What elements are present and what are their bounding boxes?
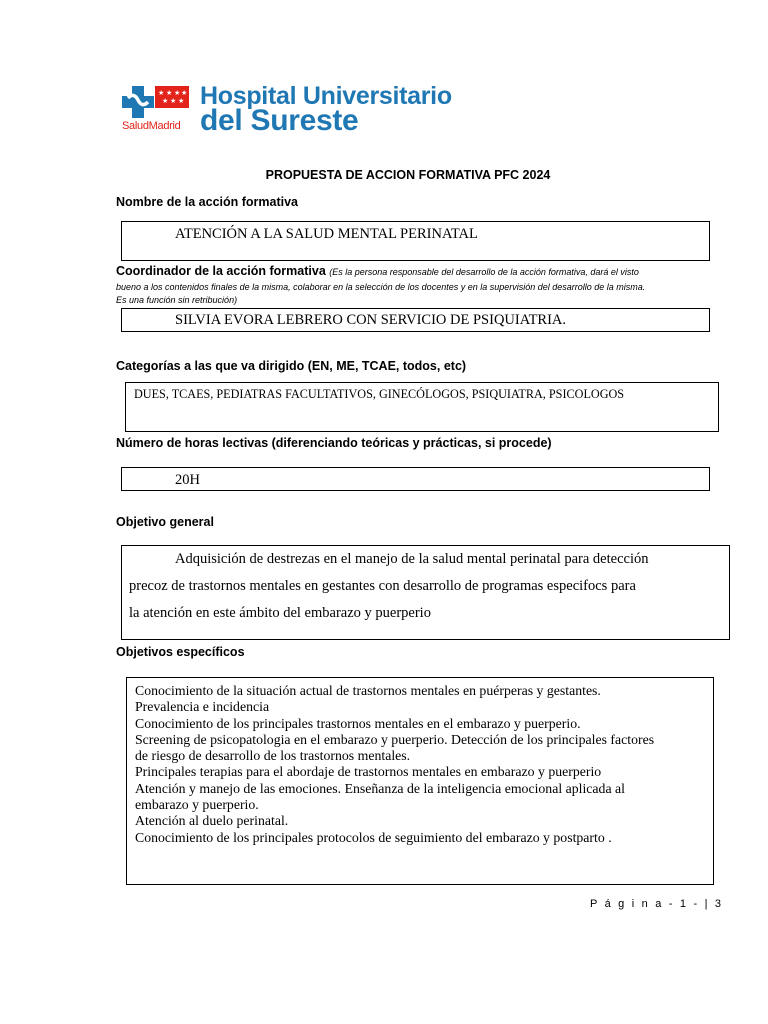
objetivo-general-label: Objetivo general: [116, 515, 214, 529]
hospital-name-line1: Hospital Universitario: [200, 82, 452, 110]
categorias-label: Categorías a las que va dirigido (EN, ME, TCAE, todos, etc): [116, 359, 467, 373]
list-item: Atención y manejo de las emociones. Enseñanza de la inteligencia emocional aplicada al: [135, 780, 625, 796]
list-item: Principales terapias para el abordaje de trastornos mentales en embarazo y puerperio: [135, 764, 602, 780]
coordinador-label: [116, 264, 639, 278]
nombre-box: [121, 221, 710, 261]
salud-madrid-cross-icon: [122, 86, 154, 118]
coordinador-note-line3: Es una función sin retribución): [116, 295, 238, 305]
horas-value: 20H: [175, 472, 200, 488]
nombre-label: Nombre de la acción formativa: [116, 195, 299, 209]
coordinador-note-line1: (Es la persona responsable del desarrollo de la acción formativa, dará el visto: [329, 267, 639, 277]
hospital-logo: [122, 82, 452, 137]
objetivos-especificos-list: [135, 683, 654, 846]
madrid-flag-icon: ★ ★ ★ ★ ★ ★ ★: [155, 86, 189, 108]
categorias-value: DUES, TCAES, PEDIATRAS FACULTATIVOS, GINECÓLOGOS, PSIQUIATRA, PSICOLOGOS: [134, 387, 625, 401]
list-item: Conocimiento de los principales protocolos de seguimiento del embarazo y postparto .: [135, 829, 612, 845]
coordinador-note: [116, 281, 716, 307]
page-number-footer: P á g i n a - 1 - | 3: [590, 898, 724, 910]
horas-box: [121, 467, 710, 491]
categorias-box: [125, 382, 719, 432]
objetivos-especificos-box: [126, 677, 714, 885]
objetivo-general-line2: precoz de trastornos mentales en gestantes con desarrollo de programas especifocs para: [129, 578, 636, 594]
list-item: Conocimiento de la situación actual de trastornos mentales en puérperas y gestantes.: [135, 683, 601, 698]
salud-madrid-wordmark: SaludMadrid: [122, 120, 181, 132]
objetivo-general-line1: Adquisición de destrezas en el manejo de la salud mental perinatal para detección: [175, 551, 649, 567]
list-item: Atención al duelo perinatal.: [135, 813, 289, 829]
list-item: embarazo y puerperio.: [135, 797, 259, 813]
coordinador-value: SILVIA EVORA LEBRERO CON SERVICIO DE PSIQUIATRIA.: [175, 312, 567, 328]
objetivo-general-box: [121, 545, 730, 640]
document-title: PROPUESTA DE ACCION FORMATIVA PFC 2024: [265, 168, 551, 182]
coordinador-box: [121, 308, 710, 332]
list-item: Prevalencia e incidencia: [135, 699, 270, 715]
hospital-name-line2: del Sureste: [200, 104, 359, 137]
horas-label: Número de horas lectivas (diferenciando teóricas y prácticas, si procede): [116, 436, 552, 450]
list-item: de riesgo de desarrollo de los trastornos mentales.: [135, 748, 411, 764]
coordinador-note-line2: bueno a los contenidos finales de la misma, colaborar en la selección de los docentes y en la supervisión del desarrollo de la misma.: [116, 282, 646, 292]
nombre-value: ATENCIÓN A LA SALUD MENTAL PERINATAL: [175, 226, 478, 242]
objetivos-especificos-label: Objetivos específicos: [116, 645, 245, 659]
objetivo-general-line3: la atención en este ámbito del embarazo y puerperio: [129, 605, 431, 621]
list-item: Screening de psicopatologia en el embarazo y puerperio. Detección de los principales factores: [135, 731, 655, 747]
coordinador-label-text: Coordinador de la acción formativa: [116, 264, 326, 278]
list-item: Conocimiento de los principales trastornos mentales en el embarazo y puerperio.: [135, 715, 581, 731]
